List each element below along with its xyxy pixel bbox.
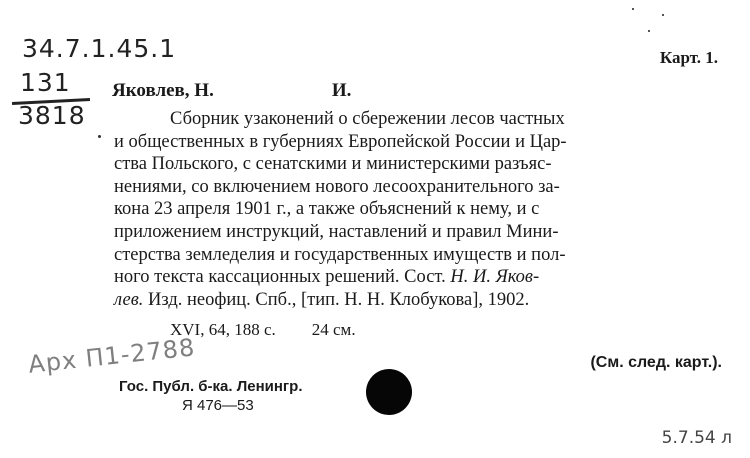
compiler-name: Н. И. Яков- — [450, 267, 540, 288]
card-number-label: Карт. 1. — [659, 48, 718, 67]
imprint: Изд. неофиц. Спб., [тип. Н. Н. Клобукова], 1902. — [148, 289, 530, 310]
body-line: стерства земледелия и государственных имуществ и пол- — [114, 244, 566, 265]
compiler-name-end: лев. — [114, 289, 144, 310]
author-heading — [112, 80, 351, 102]
body-line: ного текста кассационных решений. Сост. — [114, 267, 446, 288]
speck — [632, 8, 634, 10]
margin-dot — [98, 135, 101, 138]
body-line: кона 23 апреля 1901 г., а также объяснений к нему, и с — [114, 199, 540, 220]
body-line: ства Польского, с сенатскими и министерскими разъяс- — [114, 154, 552, 175]
library-name: Гос. Публ. б-ка. Ленингр. — [119, 378, 303, 395]
bibliographic-description — [114, 108, 724, 311]
author-surname: Яковлев, Н. — [112, 80, 214, 101]
speck — [648, 30, 650, 32]
corner-handwritten-mark: 5.7.54 л — [661, 428, 732, 448]
library-code: Я 476—53 — [182, 397, 254, 414]
body-line: и общественных в губерниях Европейской России и Цар- — [114, 131, 567, 152]
body-line: Сборник узаконений о сбережении лесов частных — [170, 109, 565, 129]
shelf-mark-bottom: 3818 — [18, 101, 86, 130]
shelf-mark-top: 131 — [20, 68, 71, 97]
dimensions: 24 см. — [311, 320, 356, 339]
call-number: 34.7.1.45.1 — [22, 34, 177, 63]
archive-stamp: Арх П1-2788 — [26, 333, 197, 379]
see-next-card-note: (См. след. карт.). — [590, 354, 722, 371]
author-patronymic-initial: И. — [331, 80, 352, 101]
imprint-line — [114, 289, 724, 312]
physical-description — [170, 320, 356, 340]
body-line: нениями, со включением нового лесоохранительного за- — [114, 176, 560, 197]
speck — [662, 14, 664, 16]
body-line: приложением инструкций, наставлений и правил Мини- — [114, 221, 559, 242]
punch-hole — [366, 369, 412, 415]
body-line-with-compiler — [114, 266, 724, 289]
pagination: XVI, 64, 188 с. — [170, 320, 276, 339]
